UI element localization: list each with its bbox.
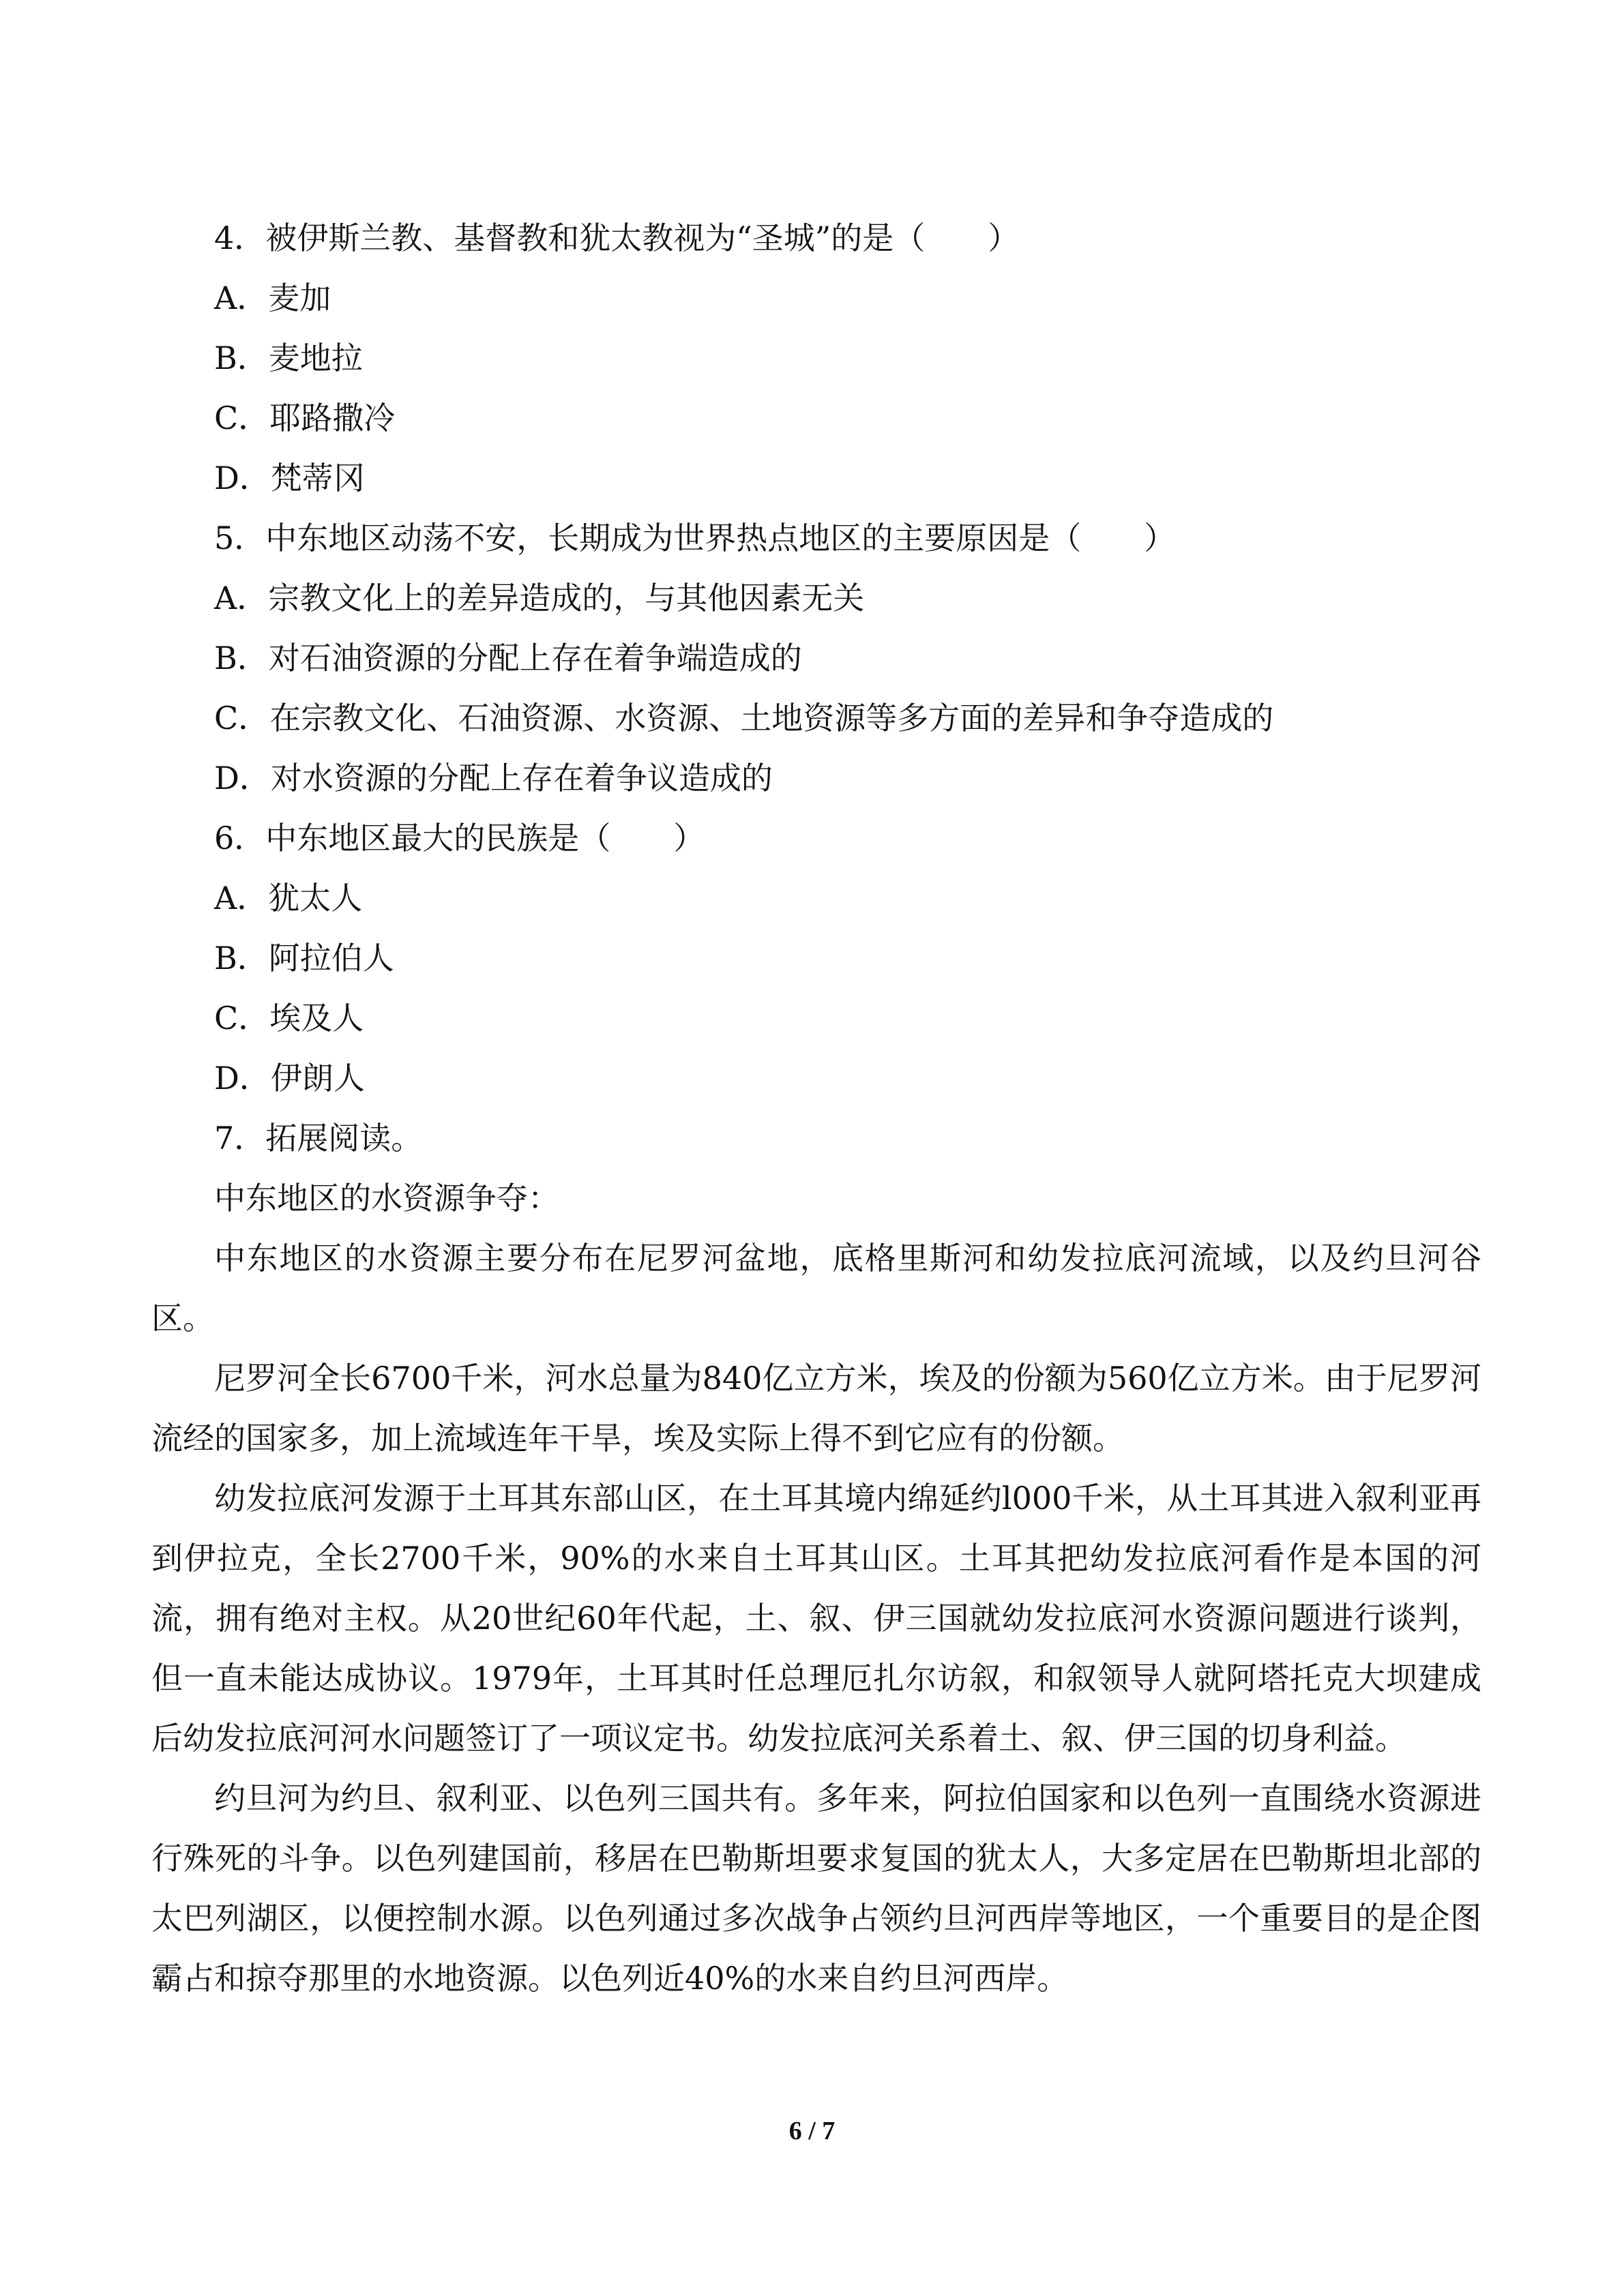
question-5-option-b: B．对石油资源的分配上存在着争端造成的 — [214, 640, 802, 676]
question-5-option-c: C．在宗教文化、石油资源、水资源、土地资源等多方面的差异和争夺造成的 — [214, 700, 1274, 736]
question-4-option-b: B．麦地拉 — [214, 340, 363, 376]
question-6-option-b: B．阿拉伯人 — [214, 940, 394, 976]
reading-paragraph: 幼发拉底河发源于土耳其东部山区，在土耳其境内绵延约l000千米，从土耳其进入叙利亚再到伊拉克，全长2700千米，90%的水来自土耳其山区。土耳其把幼发拉底河看作是本国的河流，拥有绝对主权。从20世纪60年代起，土、叙、伊三国就幼发拉底河水资源问题进行谈判，但一直未能达成协议。1979年，土耳其时任总理厄扎尔访叙，和叙领导人就阿塔托克大坝建成后幼发拉底河河水问题签订了一项议定书。幼发拉底河关系着土、叙、伊三国的切身利益。 — [151, 1480, 1481, 1757]
question-5-option-d: D．对水资源的分配上存在着争议造成的 — [214, 760, 773, 796]
question-6-option-d: D．伊朗人 — [214, 1060, 365, 1097]
reading-paragraph: 尼罗河全长6700千米，河水总量为840亿立方米，埃及的份额为560亿立方米。由于尼罗河流经的国家多，加上流域连年干旱，埃及实际上得不到它应有的份额。 — [151, 1360, 1481, 1457]
question-4-option-c: C．耶路撒冷 — [214, 400, 396, 436]
question-4-option-a: A．麦加 — [214, 280, 331, 316]
question-6-option-a: A．犹太人 — [214, 880, 363, 916]
question-5-stem: 5．中东地区动荡不安，长期成为世界热点地区的主要原因是（ ） — [214, 520, 1176, 556]
question-7-stem: 7．拓展阅读。 — [214, 1120, 423, 1157]
page-number: 6 / 7 — [788, 2117, 836, 2145]
question-6-stem: 6．中东地区最大的民族是（ ） — [214, 820, 705, 856]
question-5-option-a: A．宗教文化上的差异造成的，与其他因素无关 — [214, 580, 865, 616]
question-4-stem: 4．被伊斯兰教、基督教和犹太教视为“圣城”的是（ ） — [214, 220, 1020, 256]
reading-heading: 中东地区的水资源争夺： — [214, 1180, 559, 1217]
page-content — [151, 208, 1481, 2008]
question-4-option-d: D．梵蒂冈 — [214, 460, 365, 496]
reading-paragraph: 约旦河为约旦、叙利亚、以色列三国共有。多年来，阿拉伯国家和以色列一直围绕水资源进行殊死的斗争。以色列建国前，移居在巴勒斯坦要求复国的犹太人，大多定居在巴勒斯坦北部的太巴列湖区，以便控制水源。以色列通过多次战争占领约旦河西岸等地区，一个重要目的是企图霸占和掠夺那里的水地资源。以色列近40%的水来自约旦河西岸。 — [151, 1780, 1481, 1997]
question-6-option-c: C．埃及人 — [214, 1000, 364, 1037]
reading-paragraph: 中东地区的水资源主要分布在尼罗河盆地，底格里斯河和幼发拉底河流域，以及约旦河谷区。 — [151, 1240, 1481, 1337]
